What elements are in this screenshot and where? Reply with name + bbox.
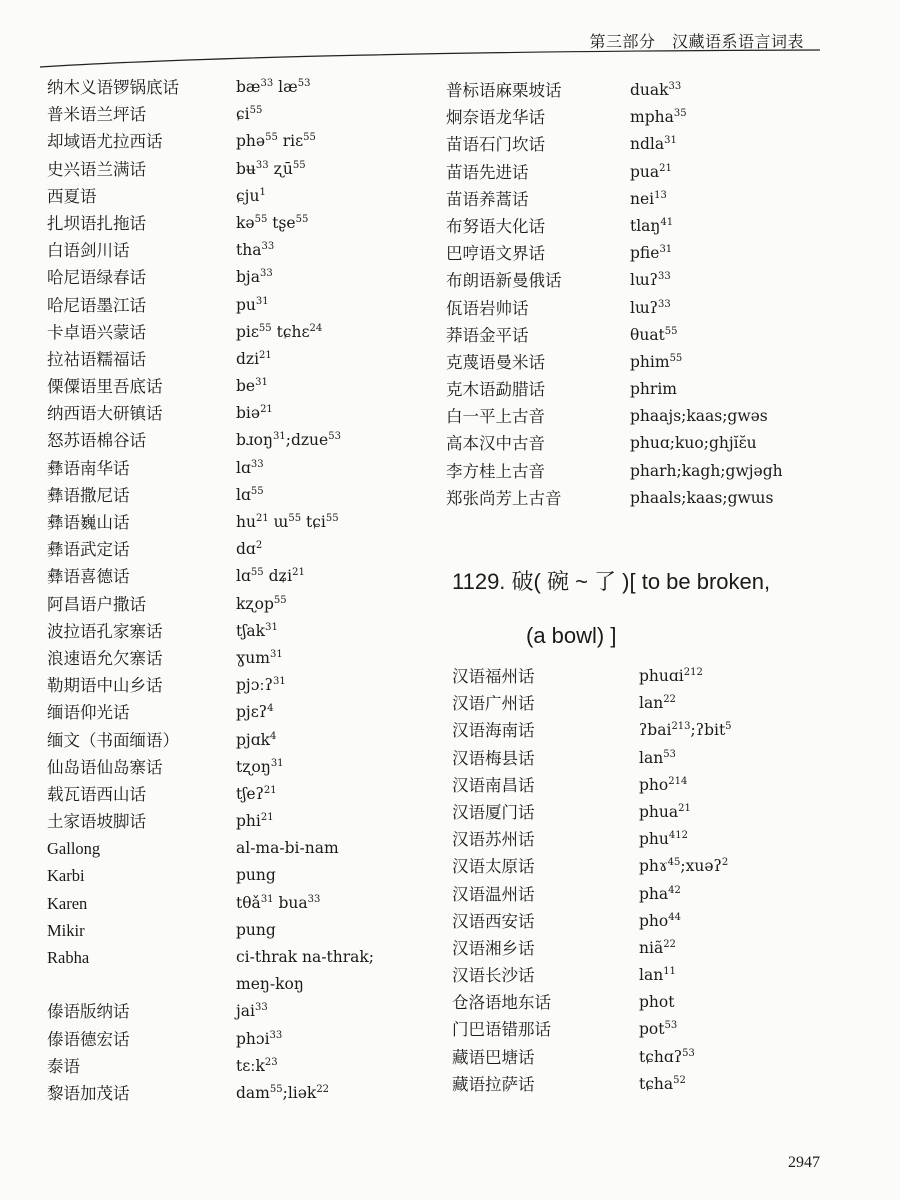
entry-row	[452, 1071, 872, 1098]
tone-mark: 21	[259, 349, 272, 361]
language-name: 缅文（书面缅语）	[47, 730, 179, 750]
entry-row	[47, 563, 447, 590]
entry-row	[452, 853, 872, 880]
tone-mark: 31	[273, 431, 286, 443]
word-form: pung	[236, 920, 276, 939]
entry-row	[446, 240, 866, 267]
entry-row	[446, 349, 866, 376]
entry-row	[452, 1016, 872, 1043]
tone-mark: 55	[250, 485, 264, 497]
language-name: 汉语海南话	[452, 721, 535, 741]
entry-row	[452, 799, 872, 826]
entry-row	[446, 186, 866, 213]
language-name: 佤语岩帅话	[446, 298, 529, 318]
word-form: tlaŋ$^{41}$	[630, 216, 674, 235]
entry-row	[446, 430, 866, 457]
word-form: phɤ$^{45}$;xuəʔ$^2$	[639, 857, 729, 876]
language-name: 彝语巍山话	[47, 513, 130, 532]
word-form: pho$^{44}$	[639, 911, 681, 930]
language-name: 普标语麻栗坡话	[446, 81, 562, 100]
entry-heading	[452, 566, 872, 652]
tone-mark: 212	[683, 667, 703, 678]
word-form: dɑ$^2$	[236, 540, 263, 559]
tone-mark: 55	[325, 513, 339, 524]
entry-row	[446, 213, 866, 240]
tone-mark: 35	[673, 108, 687, 120]
language-name: 郑张尚芳上古音	[446, 488, 562, 508]
language-name: 史兴语兰满话	[47, 159, 146, 179]
tone-mark: 41	[660, 216, 674, 228]
entry-row	[446, 295, 866, 322]
language-name: 黎语加茂话	[47, 1083, 130, 1103]
entry-row	[446, 376, 866, 403]
language-name: 汉语南昌话	[452, 775, 535, 795]
entry-row	[47, 672, 447, 699]
entry-heading-line2: (a bowl) ]	[526, 623, 617, 648]
language-name: 扎坝语扎拖话	[47, 213, 146, 233]
word-form: mpha$^{35}$	[630, 108, 687, 127]
entry-row	[452, 690, 872, 717]
word-form: ɣum$^{31}$	[236, 648, 283, 667]
tone-mark: 22	[663, 938, 676, 950]
language-name: 仓洛语地东话	[452, 993, 551, 1013]
word-form: phaals;kaas;gwɯs	[630, 488, 774, 507]
language-name: 克木语勐腊话	[446, 380, 545, 400]
language-name: 彝语撒尼话	[47, 485, 130, 505]
entry-row	[47, 1053, 447, 1080]
tone-mark: 53	[664, 1020, 678, 1032]
word-form: phi$^{21}$	[236, 812, 274, 831]
entry-row	[446, 485, 866, 512]
entry-row	[452, 1044, 872, 1071]
word-form: bja$^{33}$	[236, 268, 273, 287]
entry-row	[47, 156, 447, 183]
language-name: 白语剑川话	[47, 241, 130, 261]
tone-mark: 33	[259, 268, 273, 280]
word-form: phrim	[630, 380, 677, 399]
left-column	[47, 74, 447, 1107]
tone-mark: 55	[269, 1083, 283, 1095]
language-name: 波拉语孔家寨话	[47, 621, 163, 641]
tone-mark: 21	[292, 567, 305, 579]
word-form: $be^{31}$	[236, 377, 268, 396]
entry-row	[47, 890, 447, 917]
word-form: tɛːk$^{23}$	[236, 1056, 278, 1075]
language-name: 西夏语	[47, 186, 97, 206]
tone-mark: 31	[272, 676, 286, 688]
tone-mark: 53	[297, 78, 311, 89]
tone-mark: 45	[667, 857, 681, 869]
tone-mark: 33	[657, 271, 671, 283]
entry-row	[47, 455, 447, 482]
language-name: 巴哼语文界话	[446, 244, 545, 264]
word-form: lan$^{22}$	[639, 694, 676, 713]
word-form: θuat$^{55}$	[630, 325, 678, 344]
entry-row	[452, 989, 872, 1016]
tone-mark: 13	[654, 189, 667, 201]
tone-mark: 213	[671, 721, 691, 733]
word-form: al-ma-bi-nam	[236, 839, 339, 858]
language-name: 怒苏语棉谷话	[47, 431, 146, 451]
page-number: 2947	[788, 1154, 820, 1171]
word-form: nei$^{13}$	[630, 189, 667, 208]
tone-mark: 31	[265, 621, 278, 633]
tone-mark: 33	[260, 78, 274, 89]
language-name: 汉语福州话	[452, 667, 535, 686]
entry-row	[47, 427, 447, 454]
word-form: phə$^{55}$ riɛ$^{55}$	[236, 132, 316, 151]
language-name: 莽语金平话	[446, 325, 529, 345]
word-form: tʃeʔ$^{21}$	[236, 784, 277, 803]
language-name: 彝语喜德话	[47, 567, 130, 587]
tone-mark: 55	[254, 213, 268, 225]
entry-row	[47, 237, 447, 264]
entry-row	[446, 104, 866, 131]
word-form: phim$^{55}$	[630, 352, 683, 371]
language-name: 浪速语允欠寨话	[47, 648, 163, 668]
word-form: pot$^{53}$	[639, 1020, 678, 1039]
tone-mark: 33	[250, 458, 264, 470]
tone-mark: 55	[303, 132, 316, 144]
word-form: $pu^{31}$	[236, 295, 269, 314]
language-name: 门巴语错那话	[452, 1020, 551, 1040]
entry-row	[47, 482, 447, 509]
word-form: pjɑk$^4$	[236, 730, 277, 749]
word-form: kʐop$^{55}$	[236, 594, 287, 613]
word-form: duak$^{33}$	[630, 81, 682, 99]
language-name: 苗语石门坎话	[446, 135, 545, 155]
word-form: phu$^{412}$	[639, 830, 688, 849]
tone-mark: 55	[250, 567, 264, 579]
word-form: pung	[236, 866, 276, 885]
tone-mark: 53	[663, 748, 676, 760]
entry-row	[47, 754, 447, 781]
tone-mark: 31	[664, 135, 677, 147]
tone-mark: 33	[269, 1029, 283, 1041]
word-form: ʔbai$^{213}$;ʔbit$^5$	[639, 721, 732, 740]
language-name: 载瓦语西山话	[47, 784, 146, 804]
word-form: pua$^{21}$	[630, 162, 672, 181]
entry-row	[452, 908, 872, 935]
word-form: jai$^{33}$	[236, 1002, 268, 1021]
entry-row	[47, 74, 447, 101]
word-form: tʐoŋ$^{31}$	[236, 757, 284, 776]
tone-mark: 22	[316, 1083, 330, 1095]
language-name: Karen	[47, 893, 88, 913]
tone-mark: 21	[260, 404, 273, 416]
word-form: phuɑi$^{212}$	[639, 667, 703, 685]
entry-row	[446, 458, 866, 485]
word-form: $bæ^{33}$ $læ^{53}$	[236, 78, 311, 96]
language-name: 哈尼语墨江话	[47, 295, 146, 315]
entry-row	[452, 745, 872, 772]
entry-row	[47, 591, 447, 618]
entry-row	[446, 322, 866, 349]
tone-mark: 21	[260, 812, 274, 824]
language-name: 却域语尤拉西话	[47, 132, 163, 152]
word-form: tha$^{33}$	[236, 241, 275, 260]
word-form: pharh;kagh;gwjəgh	[630, 461, 783, 480]
tone-mark: 21	[678, 802, 691, 814]
language-name: 纳木义语锣锅底话	[47, 78, 179, 97]
word-form: lɯʔ$^{33}$	[630, 271, 671, 290]
language-name: 彝语南华话	[47, 458, 130, 478]
tone-mark: 55	[265, 132, 278, 144]
word-form: pjɔːʔ$^{31}$	[236, 676, 286, 695]
entry-row	[47, 862, 447, 889]
entry-row	[452, 717, 872, 744]
entry-row	[47, 101, 447, 128]
tone-mark: 5	[725, 721, 732, 733]
entry-row	[446, 77, 866, 104]
word-form: niã$^{22}$	[639, 938, 676, 957]
language-name: 阿昌语户撒话	[47, 594, 146, 614]
tone-mark: 55	[249, 105, 263, 117]
entry-row	[47, 509, 447, 536]
language-name: 汉语温州话	[452, 884, 535, 904]
language-name: 拉祜语糯福话	[47, 349, 146, 369]
language-name: 藏语巴塘话	[452, 1047, 535, 1067]
entry-row	[47, 210, 447, 237]
tone-mark: 31	[659, 244, 673, 256]
tone-mark: 33	[657, 298, 671, 310]
language-name: 傈僳语里吾底话	[47, 377, 163, 397]
language-name: 克蔑语曼米话	[446, 352, 545, 372]
language-name: 布朗语新曼俄话	[446, 271, 562, 291]
word-form: $hu^{21}$ ɯ$^{55}$ tɕi$^{55}$	[236, 513, 339, 531]
language-name: 汉语广州话	[452, 694, 535, 714]
tone-mark: 42	[668, 884, 681, 896]
tone-mark: 1	[259, 186, 266, 198]
language-name: Gallong	[47, 839, 101, 859]
entry-row	[47, 292, 447, 319]
tone-mark: 44	[668, 911, 681, 923]
tone-mark: 33	[261, 241, 275, 253]
entry-row	[452, 663, 872, 690]
word-form: pjɛʔ$^4$	[236, 703, 274, 722]
word-form: pha$^{42}$	[639, 884, 681, 903]
word-form: ɕi$^{55}$	[236, 105, 263, 124]
entry-row	[47, 536, 447, 563]
tone-mark: 31	[255, 295, 269, 307]
word-form: phɔi$^{33}$	[236, 1029, 283, 1048]
entry-row	[47, 618, 447, 645]
language-name: 布努语大化话	[446, 216, 545, 236]
entry-row	[446, 403, 866, 430]
entry-row	[47, 835, 447, 862]
language-name: 炯奈语龙华话	[446, 108, 545, 128]
word-form: lɑ$^{33}$	[236, 458, 264, 477]
tone-mark: 21	[659, 162, 672, 174]
word-form: bɹoŋ$^{31}$;dzue$^{53}$	[236, 431, 341, 450]
tone-mark: 31	[270, 757, 284, 769]
language-name: 卡卓语兴蒙话	[47, 322, 146, 342]
entry-row	[47, 808, 447, 835]
entry-row	[452, 881, 872, 908]
tone-mark: 31	[269, 648, 283, 660]
entry-row	[446, 131, 866, 158]
language-name: 傣语版纳话	[47, 1002, 130, 1022]
right-bottom-column	[452, 663, 872, 1098]
language-name: 汉语长沙话	[452, 966, 535, 986]
tone-mark: 33	[307, 893, 321, 905]
entry-row	[47, 971, 447, 998]
language-name: 勒期语中山乡话	[47, 676, 163, 696]
header-rule	[0, 49, 900, 75]
tone-mark: 55	[258, 322, 272, 334]
tone-mark: 55	[669, 352, 683, 364]
entry-row	[47, 319, 447, 346]
tone-mark: 2	[255, 540, 263, 552]
language-name: 汉语梅县话	[452, 748, 535, 768]
entry-row	[47, 183, 447, 210]
language-name: 普米语兰坪话	[47, 105, 146, 125]
tone-mark: 11	[663, 966, 676, 978]
entry-row	[47, 645, 447, 672]
language-name: 汉语湘乡话	[452, 938, 535, 958]
header-title: 第三部分 汉藏语系语言词表	[589, 34, 804, 51]
word-form: ci-thrak na-thrak;	[236, 948, 374, 966]
word-form: dzi$^{21}$	[236, 349, 272, 368]
entry-row	[452, 826, 872, 853]
word-form: lan$^{53}$	[639, 748, 676, 767]
language-name: 仙岛语仙岛寨话	[47, 757, 163, 777]
language-name: 苗语先进话	[446, 162, 529, 182]
tone-mark: 31	[260, 893, 274, 905]
tone-mark: 53	[682, 1047, 695, 1059]
tone-mark: 55	[295, 213, 309, 225]
entry-row	[47, 264, 447, 291]
word-form: pfie$^{31}$	[630, 244, 673, 263]
tone-mark: 31	[255, 377, 268, 389]
tone-mark: 33	[255, 159, 269, 171]
tone-mark: 55	[664, 325, 678, 337]
tone-mark: 52	[673, 1074, 686, 1086]
entry-row	[446, 267, 866, 294]
language-name: 汉语厦门话	[452, 802, 535, 822]
entry-row	[47, 917, 447, 944]
entry-row	[446, 159, 866, 186]
word-form: tɕhɑʔ$^{53}$	[639, 1047, 695, 1066]
word-form: tθǎ$^{31}$ bua$^{33}$	[236, 893, 321, 912]
language-name: 藏语拉萨话	[452, 1074, 535, 1094]
word-form: pho$^{214}$	[639, 775, 688, 794]
word-form: lɑ$^{55}$	[236, 485, 264, 504]
language-name: 汉语西安话	[452, 911, 535, 931]
entry-row	[47, 944, 447, 971]
language-name: 缅语仰光话	[47, 703, 130, 723]
entry-row	[47, 998, 447, 1025]
word-form: ndla$^{31}$	[630, 135, 677, 154]
word-form: piɛ$^{55}$ tɕhɛ$^{24}$	[236, 322, 323, 341]
tone-mark: 412	[668, 830, 688, 842]
word-form: tʃak$^{31}$	[236, 621, 278, 640]
language-name: 白一平上古音	[446, 407, 545, 427]
tone-mark: 24	[309, 322, 323, 334]
entry-row	[452, 962, 872, 989]
language-name: 汉语苏州话	[452, 830, 535, 850]
word-form: phua$^{21}$	[639, 802, 691, 821]
tone-mark: 23	[264, 1056, 278, 1068]
word-form: kə$^{55}$ tʂe$^{55}$	[236, 213, 309, 232]
word-form: bʉ$^{33}$ ʐū$^{55}$	[236, 159, 306, 178]
tone-mark: 33	[255, 1002, 268, 1014]
language-name: 彝语武定话	[47, 540, 130, 560]
language-name: 傣语德宏话	[47, 1029, 130, 1049]
word-form: meŋ-koŋ	[236, 975, 304, 994]
entry-heading-line1: 1129. 破( 碗 ~ 了 )[ to be broken,	[452, 569, 771, 594]
word-form: phuɑ;kuo;ghjĭɛ̆u	[630, 434, 757, 453]
language-name: 哈尼语绿春话	[47, 268, 146, 288]
language-name: 李方桂上古音	[446, 461, 545, 481]
entry-row	[47, 346, 447, 373]
tone-mark: 2	[721, 857, 729, 869]
word-form: tɕha$^{52}$	[639, 1074, 686, 1093]
tone-mark: 53	[328, 431, 341, 443]
right-top-column	[446, 77, 866, 512]
language-name: Rabha	[47, 948, 90, 967]
tone-mark: 4	[270, 730, 277, 742]
tone-mark: 214	[668, 775, 688, 787]
tone-mark: 33	[668, 81, 682, 92]
entry-row	[47, 400, 447, 427]
entry-row	[47, 1026, 447, 1053]
language-name: 泰语	[47, 1056, 80, 1076]
entry-row	[452, 935, 872, 962]
entry-row	[47, 727, 447, 754]
word-form: phaajs;kaas;gwəs	[630, 407, 768, 426]
entry-row	[47, 1080, 447, 1107]
language-name: 高本汉中古音	[446, 434, 545, 454]
entry-row	[47, 128, 447, 155]
word-form: lɑ$^{55}$ dʑi$^{21}$	[236, 567, 305, 586]
language-name: 土家语坡脚话	[47, 812, 146, 832]
word-form: phot	[639, 993, 675, 1012]
tone-mark: 55	[292, 159, 306, 171]
tone-mark: 22	[663, 694, 676, 706]
page-header	[0, 0, 900, 52]
word-form: biə$^{21}$	[236, 404, 273, 423]
language-name: Mikir	[47, 920, 85, 940]
entry-row	[47, 373, 447, 400]
tone-mark: 55	[288, 513, 302, 524]
language-name: Karbi	[47, 866, 85, 886]
language-name: 汉语太原话	[452, 857, 535, 877]
tone-mark: 4	[267, 703, 274, 715]
tone-mark: 55	[273, 594, 287, 606]
tone-mark: 21	[263, 784, 277, 796]
word-form: ɕju$^1$	[236, 186, 266, 205]
language-name: 纳西语大研镇话	[47, 404, 163, 424]
word-form: lɯʔ$^{33}$	[630, 298, 671, 317]
tone-mark: 21	[255, 513, 269, 524]
entry-row	[47, 699, 447, 726]
language-name: 苗语养蒿话	[446, 189, 529, 209]
entry-row	[47, 781, 447, 808]
word-form: lan$^{11}$	[639, 966, 676, 985]
word-form: dam$^{55}$;liək$^{22}$	[236, 1083, 330, 1102]
entry-row	[452, 772, 872, 799]
